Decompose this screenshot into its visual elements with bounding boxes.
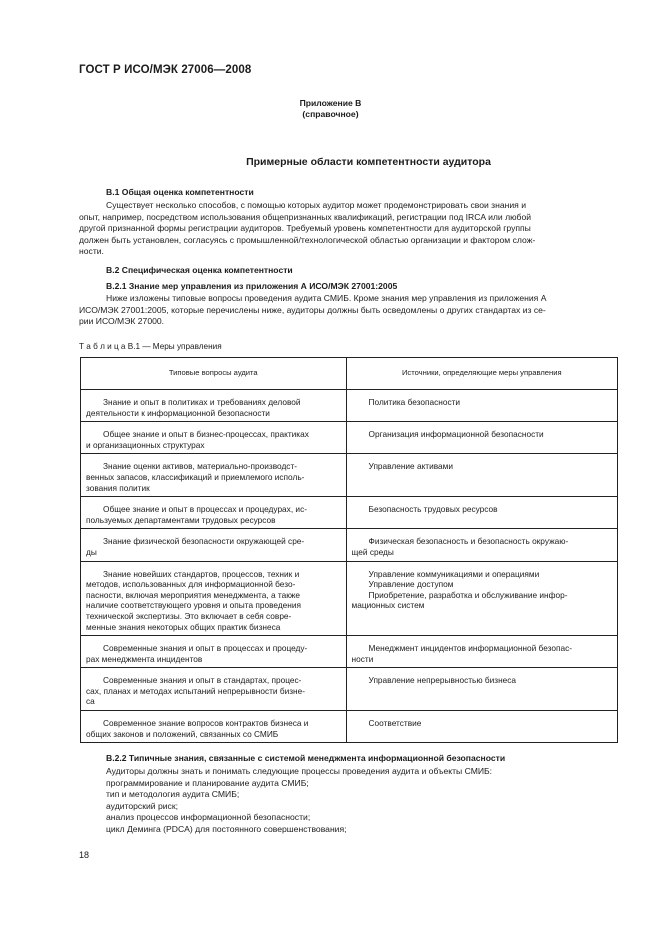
cell-text-line: Современные знания и опыт в процессах и процеду- (103, 643, 308, 654)
cell-text-line: пользуемых департаментами трудовых ресурсов (86, 514, 276, 525)
table-header-row (81, 358, 618, 390)
table-cell-audit-question (81, 529, 347, 561)
cell-text-line: сах, планах и методах испытаний непрерывности бизне- (86, 685, 306, 696)
text-line: Аудиторы должны знать и понимать следующие процессы проведения аудита и объекты СМИБ: (106, 766, 493, 776)
table-header-cell: Типовые вопросы аудита (81, 358, 347, 390)
table-cell-audit-question (81, 561, 347, 636)
cell-text-line: деятельности к информационной безопасности (86, 407, 270, 418)
table-cell-audit-question (81, 497, 347, 529)
document-header: ГОСТ Р ИСО/МЭК 27006—2008 (79, 64, 252, 76)
table-cell-audit-question (81, 668, 347, 711)
table-row (81, 390, 618, 422)
text-line: рии ИСО/МЭК 27000. (79, 316, 165, 327)
list-item: анализ процессов информационной безопасности; (106, 812, 311, 823)
section-b21-body (79, 293, 618, 328)
table-row (81, 711, 618, 743)
annex-label: Приложение В (299, 98, 362, 108)
table-cell-control-source (346, 711, 617, 743)
text-line: другой признанной формы регистрации аудиторов. Требуемый уровень компетентности для аудиторской группы (79, 223, 531, 234)
section-b2-heading: В.2 Специфическая оценка компетентности (106, 265, 293, 275)
cell-text-line: Знание новейших стандартов, процессов, техник и (103, 568, 300, 579)
table-row (81, 561, 618, 636)
cell-text-line: Менеджмент инцидентов информационной безопас- (368, 643, 572, 654)
table-cell-audit-question (81, 711, 347, 743)
annex-type: (справочное) (302, 109, 359, 119)
table-cell-control-source (346, 636, 617, 668)
table-cell-audit-question (81, 454, 347, 497)
table-cell-audit-question (81, 422, 347, 454)
table-cell-control-source (346, 529, 617, 561)
table-row (81, 497, 618, 529)
section-b22-body (106, 766, 492, 836)
list-item: цикл Деминга (PDCA) для постоянного совершенствования; (106, 823, 347, 834)
cell-text-line: са (86, 696, 95, 707)
section-b1-body (79, 200, 618, 258)
table-cell-audit-question (81, 636, 347, 668)
cell-text-line: Знание оценки активов, материально-производст- (103, 461, 298, 472)
table-row (81, 422, 618, 454)
text-line: Ниже изложены типовые вопросы проведения аудита СМИБ. Кроме знания мер управления из приложения А (106, 293, 547, 303)
table-row (81, 454, 618, 497)
cell-text-line: щей среды (351, 546, 394, 557)
cell-text-line: Общее знание и опыт в процессах и процедурах, ис- (103, 504, 307, 515)
text-line: Существует несколько способов, с помощью которых аудитор может продемонстрировать свои знания и (106, 200, 527, 210)
cell-text-line: зования политик (86, 482, 150, 493)
cell-text-line: Общее знание и опыт в бизнес-процессах, практиках (103, 429, 309, 440)
list-item: тип и методология аудита СМИБ; (106, 789, 240, 800)
cell-text-line: Соответствие (368, 718, 422, 729)
table-cell-control-source (346, 561, 617, 636)
section-b1-heading: В.1 Общая оценка компетентности (106, 187, 254, 197)
cell-text-line: мационных систем (351, 600, 425, 611)
table-cell-control-source (346, 390, 617, 422)
cell-text-line: венных запасов, классификаций и приемлемого исполь- (86, 471, 305, 482)
table-header-cell: Источники, определяющие меры управления (346, 358, 617, 390)
table-row (81, 668, 618, 711)
list-item: аудиторский риск; (106, 800, 178, 811)
cell-text-line: и организационных структурах (86, 439, 205, 450)
cell-text-line: ности (351, 653, 374, 664)
table-cell-control-source (346, 497, 617, 529)
section-b21-heading: В.2.1 Знание мер управления из приложения А ИСО/МЭК 27001:2005 (106, 281, 398, 291)
table-cell-audit-question (81, 390, 347, 422)
cell-text-line: Физическая безопасность и безопасность окружаю- (368, 536, 569, 547)
cell-text-line: Знание физической безопасности окружающей сре- (103, 536, 305, 547)
page-title: Примерные области компетентности аудитора (246, 156, 491, 168)
text-line: должен быть установлен, согласуясь с промышленной/технологической областью организации и фактором слож- (79, 234, 536, 245)
cell-text-line: наличие соответствующего уровня и опыта проведения (86, 600, 301, 611)
cell-text-line: Управление непрерывностью бизнеса (368, 675, 517, 686)
text-line: ИСО/МЭК 27001:2005, которые перечислены ниже, аудиторы должны быть осведомлены о других стандартах из се- (79, 304, 546, 315)
cell-text-line: общих законов и положений, связанных со СМИБ (86, 728, 279, 739)
cell-text-line: рах менеджмента инцидентов (86, 653, 203, 664)
table-cell-control-source (346, 668, 617, 711)
cell-text-line: Организация информационной безопасности (368, 429, 544, 440)
table-caption: Т а б л и ц а В.1 — Меры управления (79, 342, 222, 351)
controls-table (80, 357, 618, 743)
cell-text-line: Управление активами (368, 461, 454, 472)
cell-text-line: Приобретение, разработка и обслуживание инфор- (368, 589, 568, 600)
page-number: 18 (79, 850, 90, 860)
table-row (81, 529, 618, 561)
cell-text-line: Современные знания и опыт в стандартах, процес- (103, 675, 302, 686)
table-row (81, 636, 618, 668)
section-b22-heading: В.2.2 Типичные знания, связанные с системой менеджмента информационной безопасности (106, 753, 506, 763)
table-cell-control-source (346, 422, 617, 454)
cell-text-line: ды (86, 546, 97, 557)
cell-text-line: Управление доступом (368, 579, 454, 590)
cell-text-line: менные знания некоторых общих практик бизнеса (86, 621, 281, 632)
text-line: ности. (79, 246, 104, 257)
text-line: опыт, например, посредством использования общепризнанных квалификаций, регистрации под IRCA или любой (79, 211, 532, 222)
table-cell-control-source (346, 454, 617, 497)
cell-text-line: Безопасность трудовых ресурсов (368, 504, 498, 515)
cell-text-line: пасности, включая мероприятия менеджмента, а также (86, 589, 300, 600)
cell-text-line: Современное знание вопросов контрактов бизнеса и (103, 718, 309, 729)
list-item: программирование и планирование аудита СМИБ; (106, 777, 309, 788)
cell-text-line: методов, использованных для информационной безо- (86, 579, 296, 590)
cell-text-line: Управление коммуникациями и операциями (368, 568, 540, 579)
cell-text-line: технической экспертизы. Это включает в себя совре- (86, 610, 292, 621)
cell-text-line: Знание и опыт в политиках и требованиях деловой (103, 397, 301, 407)
cell-text-line: Политика безопасности (368, 397, 461, 407)
